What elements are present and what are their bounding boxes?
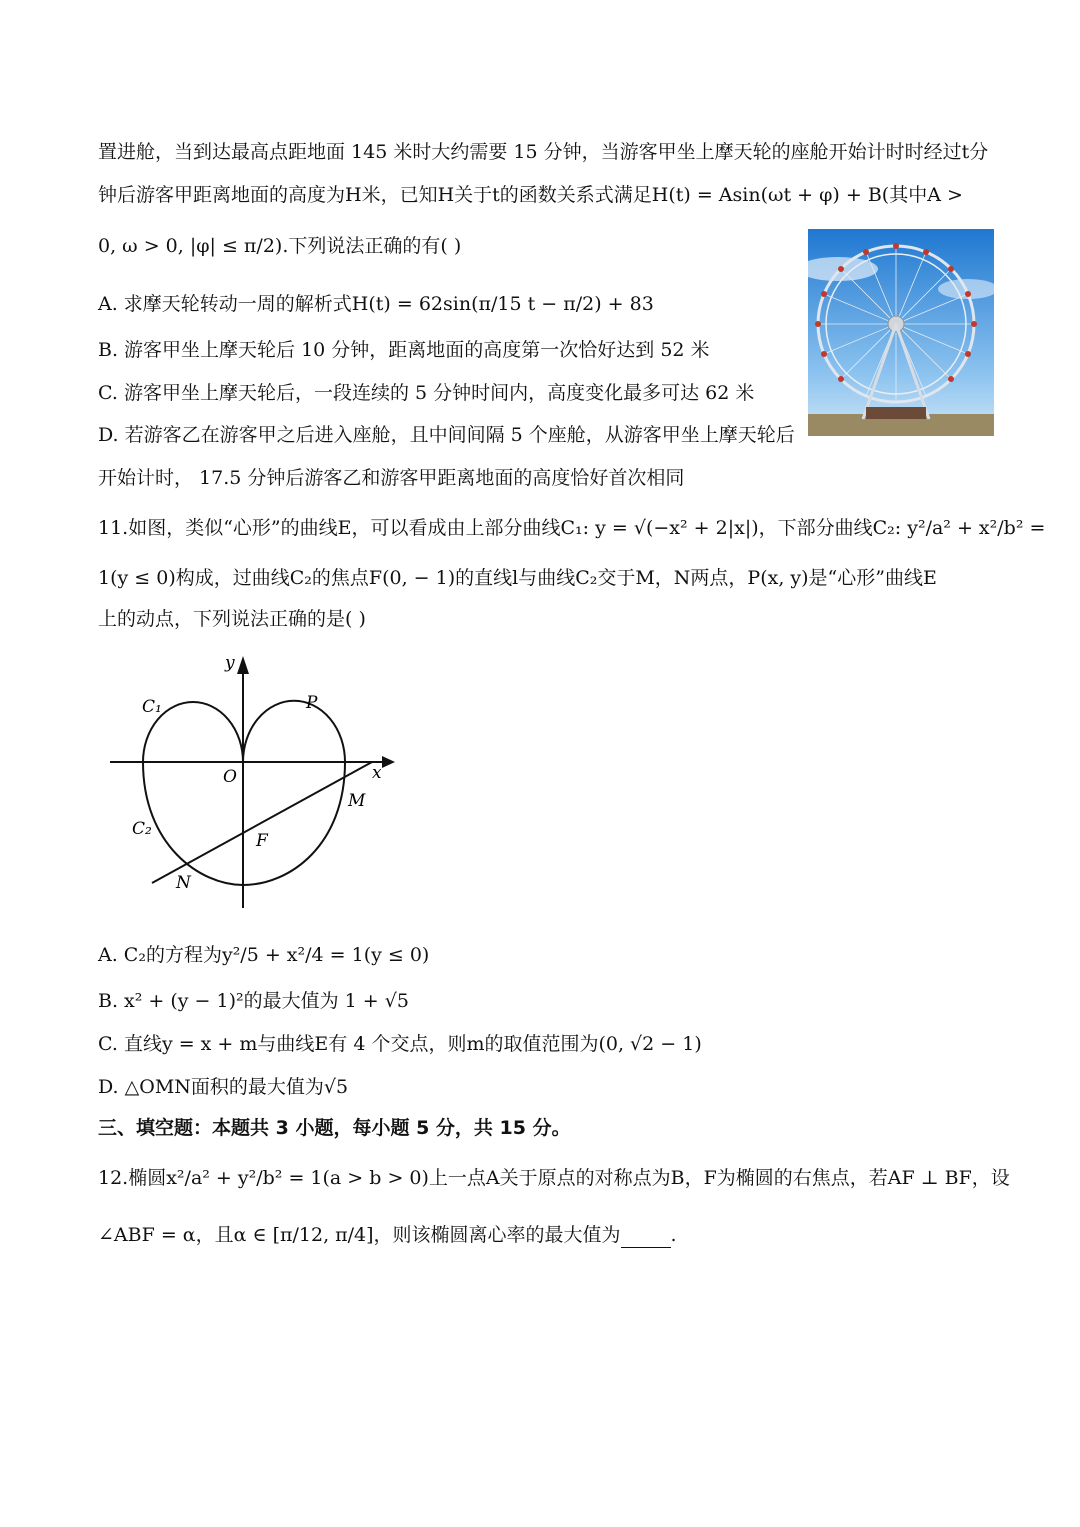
label-n: N [176, 873, 191, 893]
p10-line2: 钟后游客甲距离地面的高度为H米，已知H关于t的函数关系式满足H(t) = Asin(ωt + φ) + B(其中A > [98, 184, 963, 206]
p11-option-c: C. 直线y = x + m与曲线E有 4 个交点，则m的取值范围为(0, √2 − 1) [98, 1033, 702, 1055]
label-m: M [348, 791, 366, 811]
p12-line2-text: ∠ABF = α，且α ∈ [π/12, π/4]，则该椭圆离心率的最大值为 [98, 1224, 621, 1246]
answer-blank[interactable] [621, 1229, 671, 1248]
label-x: x [372, 763, 382, 783]
p10-option-d-1: D. 若游客乙在游客甲之后进入座舱，且中间间隔 5 个座舱，从游客甲坐上摩天轮后 [98, 424, 795, 446]
label-p: P [306, 693, 318, 713]
p10-line3: 0, ω > 0, |φ| ≤ π/2).下列说法正确的有( ) [98, 235, 462, 257]
p12-line2-end: . [670, 1224, 677, 1246]
p11-line2: 1(y ≤ 0)构成，过曲线C₂的焦点F(0, − 1)的直线l与曲线C₂交于M，N两点，P(x, y)是“心形”曲线E [98, 567, 937, 589]
label-c2: C₂ [132, 819, 152, 839]
y-axis-arrow [237, 656, 249, 674]
p10-option-d-2: 开始计时， 17.5 分钟后游客乙和游客甲距离地面的高度恰好首次相同 [98, 467, 685, 489]
ferris-wheel-photo [808, 229, 994, 436]
line-l [152, 762, 372, 883]
label-c1: C₁ [142, 697, 162, 717]
p10-option-c: C. 游客甲坐上摩天轮后，一段连续的 5 分钟时间内，高度变化最多可达 62 米 [98, 382, 755, 404]
p11-option-b: B. x² + (y − 1)²的最大值为 1 + √5 [98, 990, 409, 1012]
x-axis-arrow [382, 756, 395, 768]
p11-line3: 上的动点，下列说法正确的是( ) [98, 608, 366, 630]
p11-option-a: A. C₂的方程为y²/5 + x²/4 = 1(y ≤ 0) [98, 944, 430, 966]
label-y: y [225, 653, 235, 673]
p10-line1: 置进舱，当到达最高点距地面 145 米时大约需要 15 分钟，当游客甲坐上摩天轮的座舱开始计时时经过t分 [98, 141, 989, 163]
p11-option-d: D. △OMN面积的最大值为√5 [98, 1076, 349, 1098]
p10-option-b: B. 游客甲坐上摩天轮后 10 分钟，距离地面的高度第一次恰好达到 52 米 [98, 339, 710, 361]
p10-option-a: A. 求摩天轮转动一周的解析式H(t) = 62sin(π/15 t − π/2) + 83 [98, 293, 654, 315]
p12-line2 [98, 1222, 677, 1248]
section-3-heading: 三、填空题：本题共 3 小题，每小题 5 分，共 15 分。 [98, 1117, 571, 1139]
heart-curve-figure [110, 650, 400, 910]
p11-line1: 11.如图，类似“心形”的曲线E，可以看成由上部分曲线C₁: y = √(−x² + 2|x|)，下部分曲线C₂: y²/a² + x²/b² = [98, 517, 1046, 539]
p12-line1: 12.椭圆x²/a² + y²/b² = 1(a > b > 0)上一点A关于原点的对称点为B，F为椭圆的右焦点，若AF ⊥ BF，设 [98, 1167, 1010, 1189]
label-f: F [256, 831, 268, 851]
label-o: O [223, 767, 237, 787]
